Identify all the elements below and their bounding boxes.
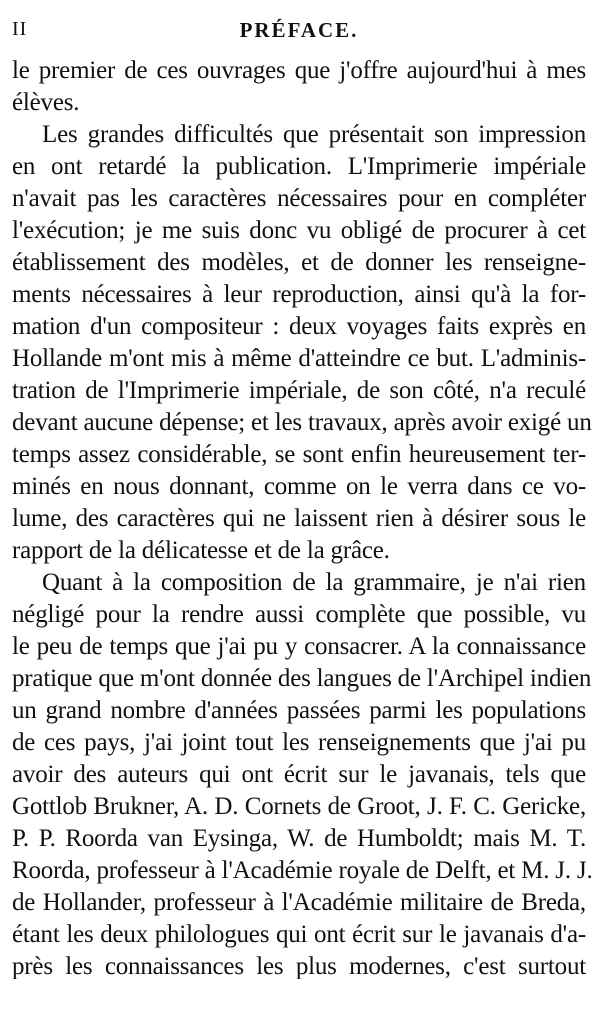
- text-line: Les grandes difficultés que présentait son impression: [42, 121, 586, 148]
- text-line: rapport de la délicatesse et de la grâce.: [12, 537, 390, 564]
- text-line: minés en nous donnant, comme on le verra dans ce vo-: [12, 473, 586, 500]
- text-line: temps assez considérable, se sont enfin heureusement ter-: [12, 441, 586, 468]
- text-line: de Hollander, professeur à l'Académie militaire de Breda,: [12, 889, 586, 916]
- text-line: mation d'un compositeur : deux voyages faits exprès en: [12, 313, 586, 340]
- text-line: P. P. Roorda van Eysinga, W. de Humboldt; mais M. T.: [12, 825, 586, 852]
- text-line: négligé pour la rendre aussi complète que possible, vu: [12, 601, 586, 628]
- text-line: le peu de temps que j'ai pu y consacrer. A la connaissance: [12, 633, 586, 660]
- text-line: l'exécution; je me suis donc vu obligé de procurer à cet: [12, 217, 586, 244]
- text-line: Quant à la composition de la grammaire, je n'ai rien: [42, 569, 586, 596]
- running-title: PRÉFACE.: [239, 18, 359, 42]
- page-header: [12, 18, 586, 44]
- text-line: Hollande m'ont mis à même d'atteindre ce but. L'adminis-: [12, 345, 586, 372]
- text-line: avoir des auteurs qui ont écrit sur le javanais, tels que: [12, 761, 586, 788]
- text-line: établissement des modèles, et de donner les renseigne-: [12, 249, 586, 276]
- paragraph: [12, 119, 592, 567]
- text-line: élèves.: [12, 89, 80, 116]
- body-text: [12, 55, 593, 979]
- paragraph: [12, 567, 593, 979]
- text-line: pratique que m'ont donnée des langues de l'Archipel indien: [12, 665, 592, 692]
- text-line: étant les deux philologues qui ont écrit sur le javanais d'a-: [12, 921, 586, 948]
- text-line: Roorda, professeur à l'Académie royale de Delft, et M. J. J.: [12, 857, 593, 884]
- text-line: Gottlob Brukner, A. D. Cornets de Groot, J. F. C. Gericke,: [12, 793, 586, 820]
- text-line: n'avait pas les caractères nécessaires pour en compléter: [12, 185, 586, 212]
- text-line: devant aucune dépense; et les travaux, après avoir exigé un: [12, 409, 592, 436]
- paragraph: [12, 55, 586, 119]
- text-line: près les connaissances les plus modernes, c'est surtout: [12, 953, 586, 979]
- text-line: lume, des caractères qui ne laissent rien à désirer sous le: [12, 505, 586, 532]
- text-line: ments nécessaires à leur reproduction, ainsi qu'à la for-: [12, 281, 586, 308]
- text-line: tration de l'Imprimerie impériale, de son côté, n'a reculé: [12, 377, 586, 404]
- text-line: de ces pays, j'ai joint tout les renseignements que j'ai pu: [12, 729, 586, 756]
- text-line: en ont retardé la publication. L'Imprimerie impériale: [12, 153, 586, 180]
- text-line: le premier de ces ouvrages que j'offre aujourd'hui à mes: [12, 57, 586, 84]
- text-line: un grand nombre d'années passées parmi les populations: [12, 697, 586, 724]
- page-number: II: [12, 18, 28, 40]
